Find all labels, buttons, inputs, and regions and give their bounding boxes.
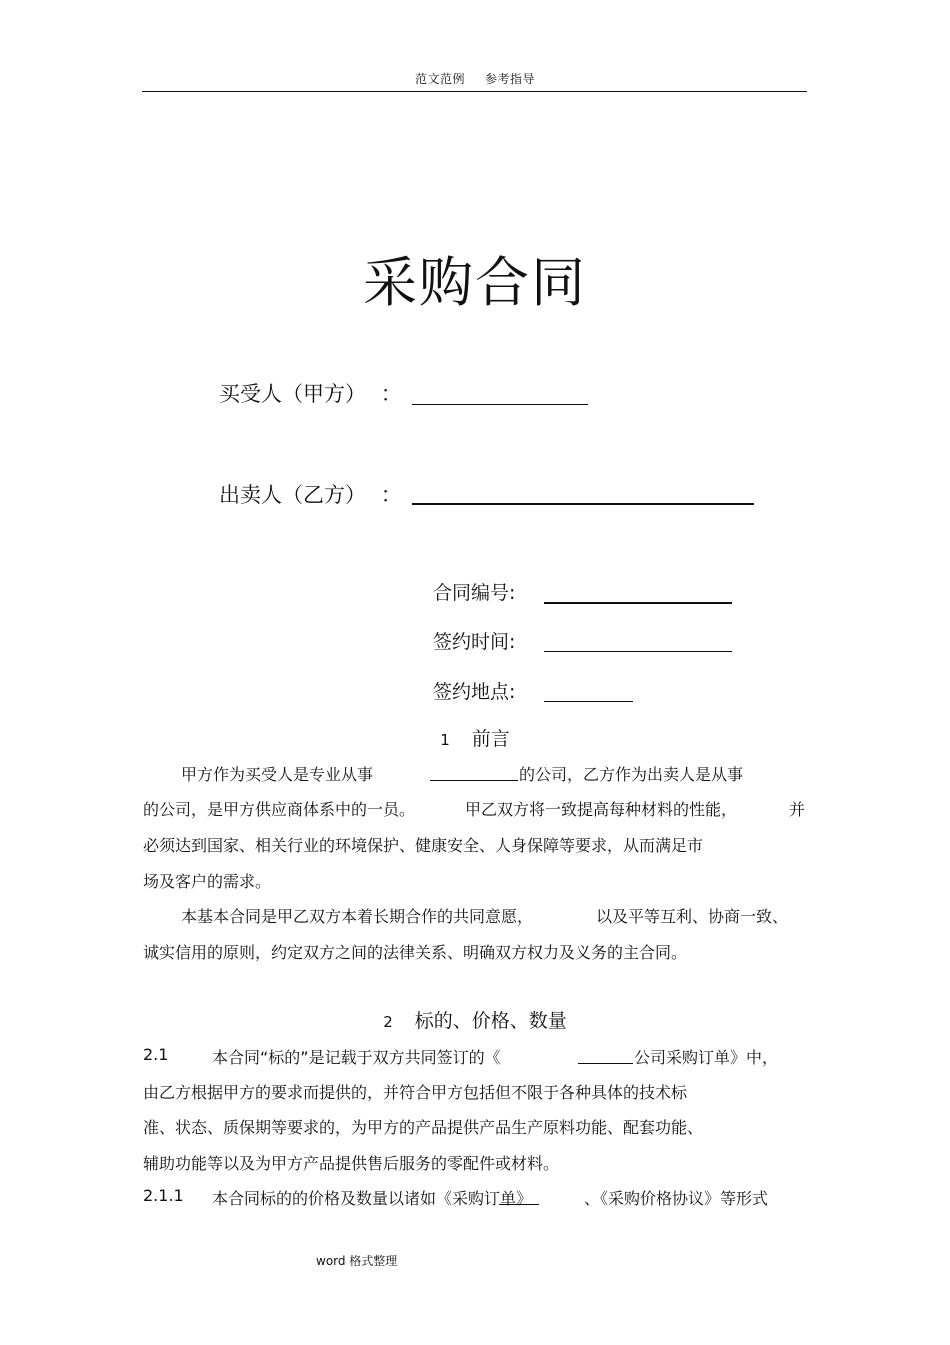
clause-2-1-number: 2.1 [143,1045,169,1064]
buyer-fill-line [412,404,588,405]
clause-2-1-blank [578,1063,633,1064]
contract-number-line [544,602,732,604]
seller-fill-line [412,503,754,505]
s1-p1-line2-a: 的公司，是甲方供应商体系中的一员。 [143,800,416,819]
buyer-label: 买受人（甲方） [219,382,366,406]
clause-2-1-1-underline [499,1204,539,1205]
seller-row [219,479,402,509]
clause-2-1-line3: 准、状态、质保期等要求的，为甲方的产品提供产品生产原料功能、配套功能、 [143,1118,704,1137]
buyer-row [219,378,402,408]
s1-p1-line1-b: 的公司，乙方作为出卖人是从事 [519,765,744,784]
clause-2-1-line2: 由乙方根据甲方的要求而提供的，并符合甲方包括但不限于各种具体的技术标 [143,1083,688,1102]
section-1-heading [0,724,950,751]
s1-p1-line2-c: 并 [789,800,806,819]
seller-label: 出卖人（乙方） [219,483,366,507]
clause-2-1-line1-a: 本合同“标的”是记载于双方共同签订的《 [212,1048,501,1067]
section-2-title: 标的、价格、数量 [414,1010,567,1032]
page-footer: word 格式整理 [316,1254,398,1268]
s1-p1-line1-a: 甲方作为买受人是专业从事 [181,765,374,784]
section-2-heading [0,1006,950,1033]
s1-p2-line1-a: 本基本合同是甲乙双方本着长期合作的共同意愿， [181,907,534,926]
buyer-colon: ： [380,382,402,406]
document-title: 采购合同 [363,251,587,314]
seller-colon: ： [380,483,402,507]
sign-time-label: 签约时间: [433,631,516,653]
section-1-title: 前言 [471,728,510,750]
sign-time-line [544,651,732,652]
s1-p1-line2-b: 甲乙双方将一致提高每种材料的性能， [465,800,738,819]
clause-2-1-line1-b: 公司采购订单》中， [634,1048,779,1067]
clause-2-1-1-number: 2.1.1 [143,1186,184,1205]
header-rule [142,91,807,92]
s1-p1-line4: 场及客户的需求。 [143,872,272,891]
s1-p1-line3: 必须达到国家、相关行业的环境保护、健康安全、人身保障等要求，从而满足市 [143,836,704,855]
section-2-number: 2 [383,1013,393,1031]
s1-p2-line1-b: 以及平等互利、协商一致、 [596,907,789,926]
sign-place-label: 签约地点: [433,681,516,703]
clause-2-1-line4: 辅助功能等以及为甲方产品提供售后服务的零配件或材料。 [143,1154,560,1173]
sign-place-line [544,701,633,702]
s1-p1-blank [430,780,518,781]
header-left-text: 范文范例 [414,72,465,86]
contract-number-label: 合同编号: [433,582,516,604]
clause-2-1-1-a: 本合同标的的价格及数量以诸如《采购订单》 [212,1189,533,1208]
section-1-number: 1 [440,731,450,749]
clause-2-1-1-b: 、《采购价格协议》等形式 [584,1189,769,1208]
page-header [0,70,950,87]
header-right-text: 参考指导 [485,72,536,86]
s1-p2-line2: 诚实信用的原则，约定双方之间的法律关系、明确双方权力及义务的主合同。 [143,943,688,962]
